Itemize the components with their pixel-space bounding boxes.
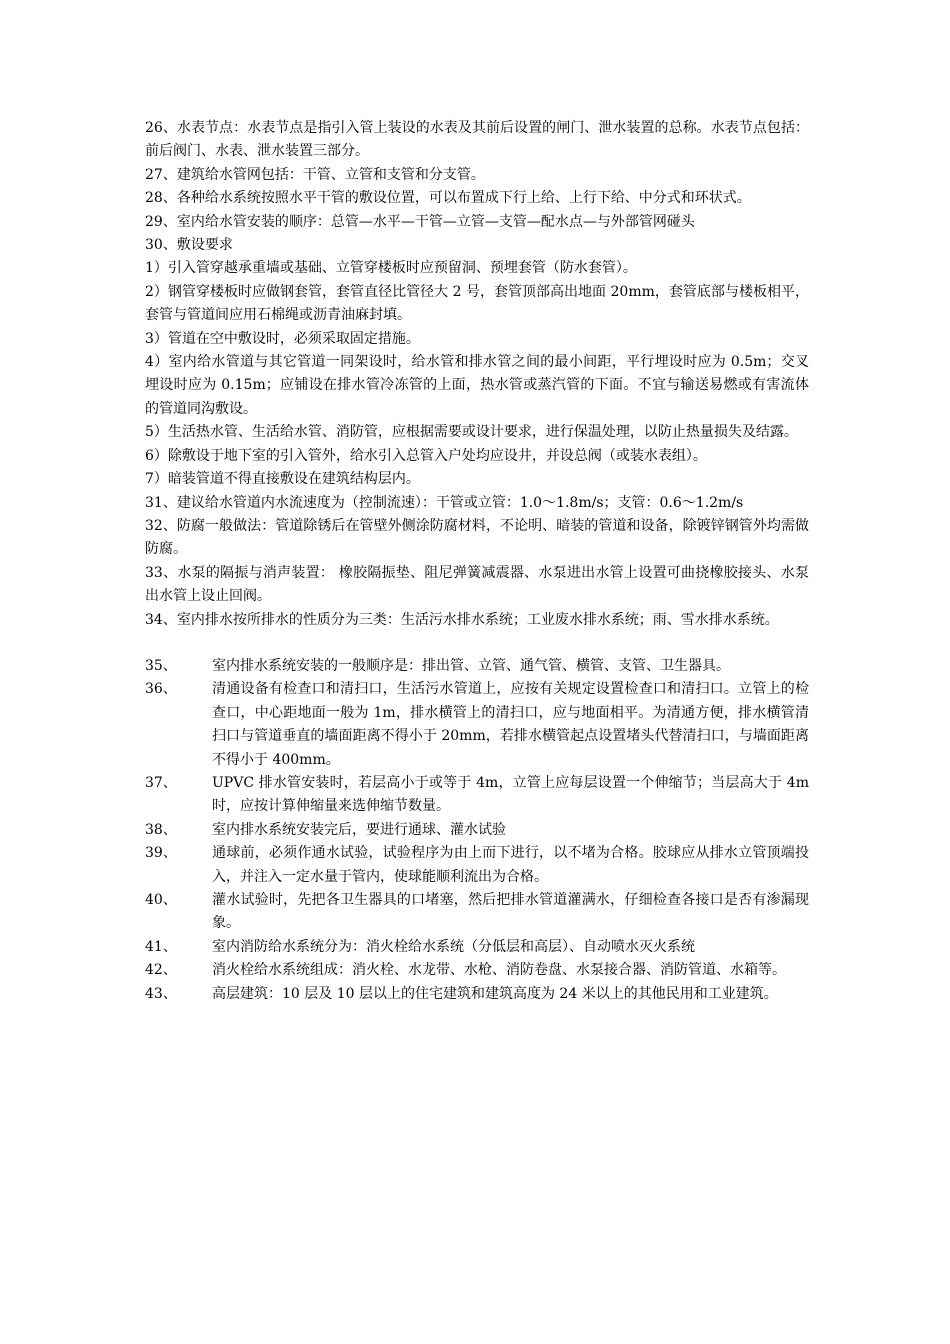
paragraph-30-1: 1）引入管穿越承重墙或基础、立管穿楼板时应预留洞、预埋套管（防水套管）。 bbox=[145, 260, 637, 277]
list-item-38 bbox=[145, 819, 809, 842]
list-item-number: 43、 bbox=[145, 985, 177, 1002]
list-item-number: 37、 bbox=[145, 774, 177, 791]
paragraph-31: 31、建议给水管道内水流速度为（控制流速）：干管或立管：1.0～1.8m/s；支管：0.6～1.2m/s bbox=[145, 494, 744, 511]
list-item-number: 36、 bbox=[145, 681, 177, 698]
list-item-text: 消火栓给水系统组成：消火栓、水龙带、水枪、消防卷盘、水泵接合器、消防管道、水箱等。 bbox=[212, 962, 786, 979]
list-item-text: 室内排水系统安装完后，要进行通球、灌水试验 bbox=[212, 821, 506, 838]
list-item-text: 室内消防给水系统分为：消火栓给水系统（分低层和高层）、自动喷水灭火系统 bbox=[212, 938, 695, 955]
list-item-text: 清通设备有检查口和清扫口，生活污水管道上，应按有关规定设置检查口和清扫口。立管上的检查口，中心距地面一般为 1m，排水横管上的清扫口，应与地面相平。为清通方便，排水横管清扫口与管道垂直的墙面距离不得小于 20mm，若排水横管起点设置堵头代替清扫口，与墙面距离不得小于 400mm。 bbox=[212, 681, 809, 768]
paragraph-30-6: 6）除敷设于地下室的引入管外，给水引入总管入户处均应设井，并设总阀（或装水表组）。 bbox=[145, 447, 707, 464]
list-item-39 bbox=[145, 842, 809, 889]
paragraph-34: 34、室内排水按所排水的性质分为三类：生活污水排水系统；工业废水排水系统；雨、雪水排水系统。 bbox=[145, 611, 779, 628]
list-item-number: 39、 bbox=[145, 845, 177, 862]
list-item-42 bbox=[145, 959, 809, 982]
list-item-number: 35、 bbox=[145, 657, 177, 674]
paragraph-30-2: 2）钢管穿楼板时应做钢套管，套管直径比管径大 2 号，套管顶部高出地面 20mm，套管底部与楼板相平，套管与管道间应用石棉绳或沥青油麻封填。 bbox=[145, 283, 809, 324]
section-spacer bbox=[145, 632, 809, 655]
list-item-text: 高层建筑：10 层及 10 层以上的住宅建筑和建筑高度为 24 米以上的其他民用和工业建筑。 bbox=[212, 985, 778, 1002]
document-body bbox=[145, 117, 809, 1006]
paragraph-26: 26、水表节点：水表节点是指引入管上装设的水表及其前后设置的闸门、泄水装置的总称。水表节点包括：前后阀门、水表、泄水装置三部分。 bbox=[145, 120, 809, 160]
paragraph-30: 30、敷设要求 bbox=[145, 237, 233, 254]
list-item-text: 通球前，必须作通水试验，试验程序为由上而下进行，以不堵为合格。胶球应从排水立管顶端投入，并注入一定水量于管内，使球能顺利流出为合格。 bbox=[212, 845, 809, 885]
list-item-number: 38、 bbox=[145, 821, 177, 838]
list-item-text: 室内排水系统安装的一般顺序是：排出管、立管、通气管、横管、支管、卫生器具。 bbox=[212, 657, 730, 674]
list-item-text: UPVC 排水管安装时，若层高小于或等于 4m，立管上应每层设置一个伸缩节；当层高大于 4m 时，应按计算伸缩量来选伸缩节数量。 bbox=[212, 774, 809, 815]
list-item-number: 42、 bbox=[145, 962, 177, 979]
list-item-37 bbox=[145, 772, 809, 819]
paragraph-30-7: 7）暗装管道不得直接敷设在建筑结构层内。 bbox=[145, 471, 420, 488]
list-item-41 bbox=[145, 936, 809, 959]
paragraph-28: 28、各种给水系统按照水平干管的敷设位置，可以布置成下行上给、上行下给、中分式和环状式。 bbox=[145, 190, 751, 207]
paragraph-30-5: 5）生活热水管、生活给水管、消防管，应根据需要或设计要求，进行保温处理，以防止热量损失及结露。 bbox=[145, 424, 798, 441]
paragraph-29: 29、室内给水管安装的顺序：总管—水平—干管—立管—支管—配水点—与外部管网碰头 bbox=[145, 213, 695, 230]
list-item-36 bbox=[145, 678, 809, 772]
list-item-number: 40、 bbox=[145, 892, 177, 908]
list-item-43 bbox=[145, 983, 809, 1006]
list-item-35 bbox=[145, 655, 809, 678]
paragraph-30-4: 4）室内给水管道与其它管道一同架设时，给水管和排水管之间的最小间距，平行埋设时应为 0.5m；交叉埋设时应为 0.15m；应铺设在排水管冷冻管的上面，热水管或蒸汽管的下面。不宜与输送易燃或有害流体的管道同沟敷设。 bbox=[145, 354, 809, 417]
list-item-number: 41、 bbox=[145, 938, 177, 955]
list-item-text: 灌水试验时，先把各卫生器具的口堵塞，然后把排水管道灌满水，仔细检查各接口是否有渗漏现象。 bbox=[212, 892, 809, 932]
list-item-40 bbox=[145, 889, 809, 936]
paragraph-27: 27、建筑给水管网包括：干管、立管和支管和分支管。 bbox=[145, 166, 485, 183]
paragraph-33: 33、水泵的隔振与消声装置： 橡胶隔振垫、阻尼弹簧减震器、水泵进出水管上设置可曲挠橡胶接头、水泵出水管上设止回阀。 bbox=[145, 564, 809, 605]
paragraph-30-3: 3）管道在空中敷设时，必须采取固定措施。 bbox=[145, 330, 420, 347]
paragraph-32: 32、防腐一般做法：管道除锈后在管壁外侧涂防腐材料，不论明、暗装的管道和设备，除镀锌钢管外均需做防腐。 bbox=[145, 517, 809, 558]
